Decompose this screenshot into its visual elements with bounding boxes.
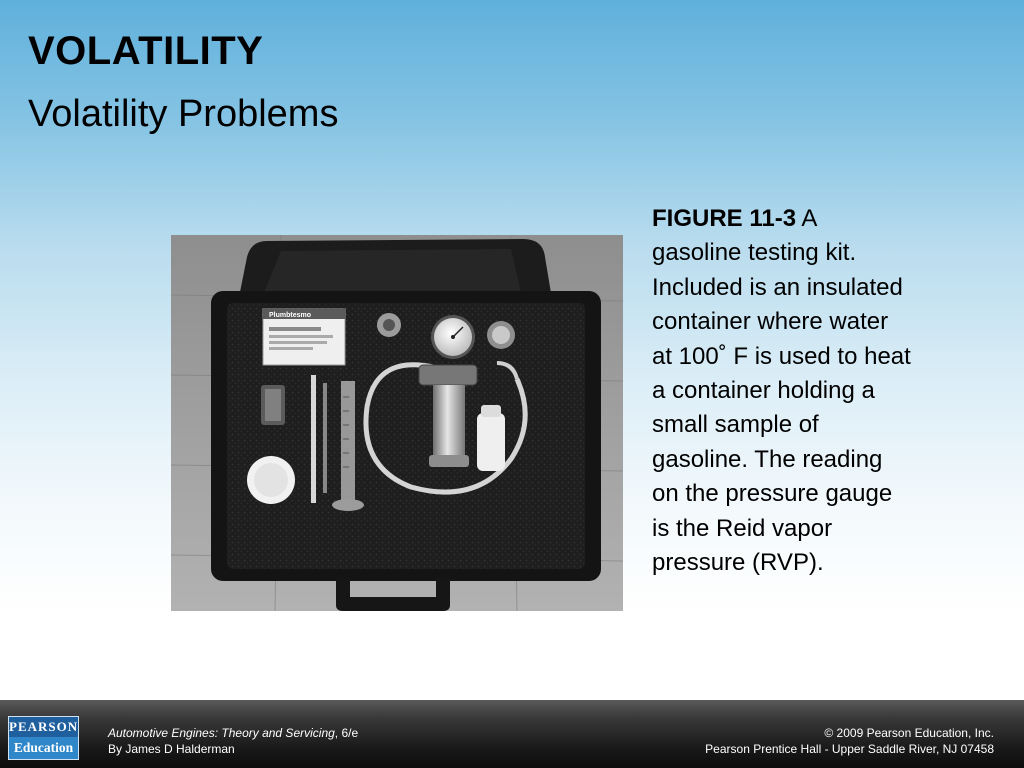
- logo-education-text: Education: [9, 737, 78, 759]
- publisher-line: Pearson Prentice Hall - Upper Saddle River, NJ 07458: [705, 742, 994, 756]
- figure-caption-text: A gasoline testing kit. Included is an insulated container where water at 100˚ F is used to heat a container holding a small sample of gasoline. The reading on the pressure gauge is the Reid vapor pressure (RVP).: [652, 205, 911, 577]
- slide-subtitle: Volatility Problems: [28, 93, 339, 135]
- figure-caption: [652, 202, 912, 580]
- copyright-line: © 2009 Pearson Education, Inc.: [824, 726, 994, 740]
- book-edition: , 6/e: [334, 726, 359, 740]
- book-title-line: [108, 725, 358, 741]
- slide-title: VOLATILITY: [28, 29, 264, 73]
- gasoline-testing-kit-photo: [171, 235, 623, 611]
- figure-label: FIGURE 11-3: [652, 205, 797, 232]
- logo-pearson-text: PEARSON: [9, 717, 78, 737]
- pearson-education-logo: [8, 716, 79, 760]
- author-line: By James D Halderman: [108, 742, 235, 756]
- kit-label-text: Plumbtesmo: [269, 312, 312, 319]
- book-title: Automotive Engines: Theory and Servicing: [108, 726, 335, 740]
- footer-bar: [0, 700, 1024, 768]
